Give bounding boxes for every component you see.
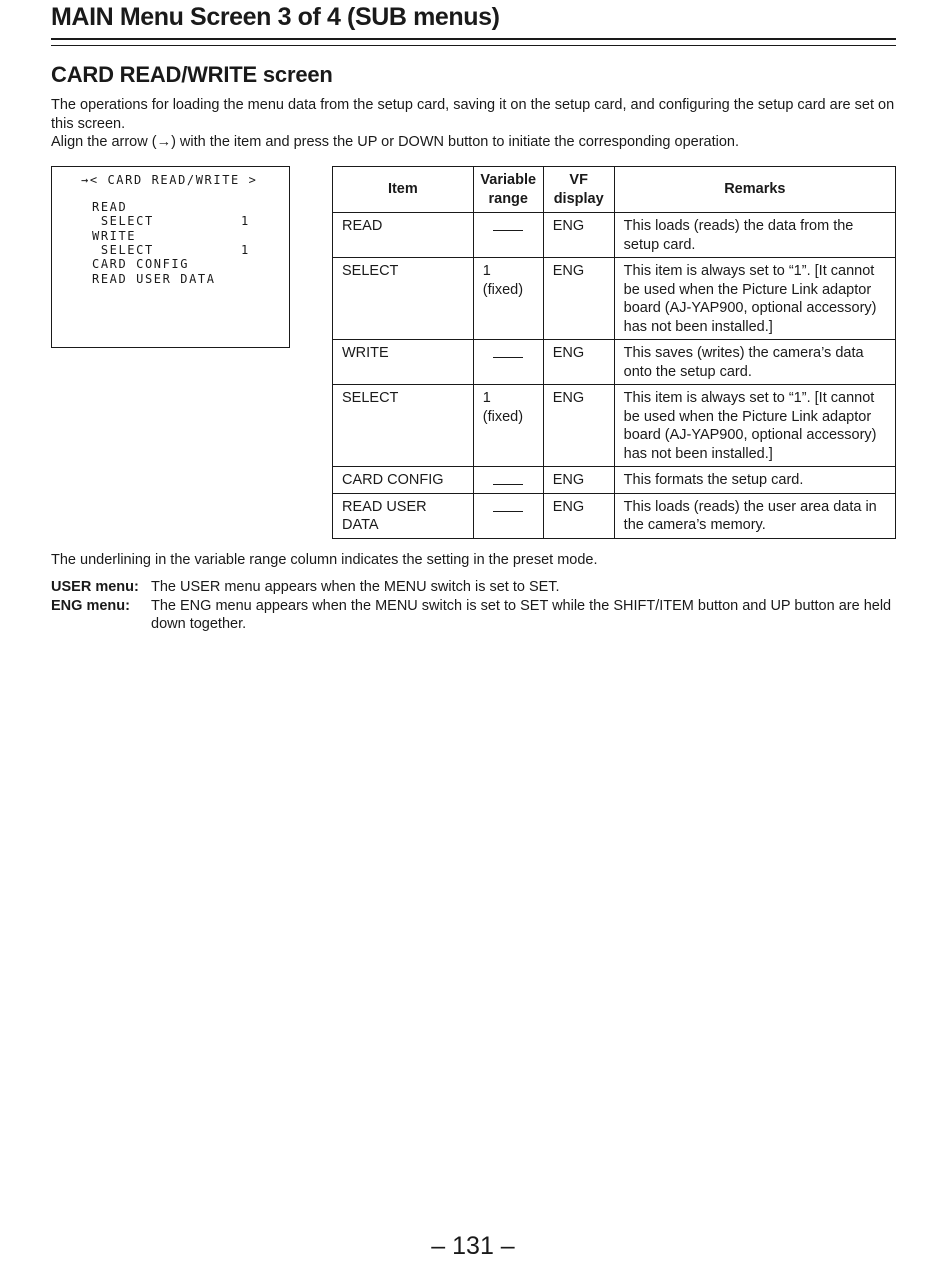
cell-item: SELECT: [333, 258, 474, 340]
range-dash: [493, 484, 523, 485]
menu-line-write-select: SELECT: [92, 243, 154, 257]
cell-vf: ENG: [543, 385, 614, 467]
range-value: 1: [482, 263, 491, 279]
cell-remarks: This saves (writes) the camera’s data onto the setup card.: [614, 340, 895, 385]
definition-term: ENG menu:: [51, 597, 130, 614]
table-row: [333, 385, 896, 467]
menu-screen-display: [51, 166, 290, 348]
cell-vf: ENG: [543, 493, 614, 538]
page-title: MAIN Menu Screen 3 of 4 (SUB menus): [51, 3, 500, 31]
definition-description: The USER menu appears when the MENU switch is set to SET.: [151, 579, 560, 595]
cell-vf: ENG: [543, 340, 614, 385]
table-row: [333, 258, 896, 340]
header-rule-thin: [51, 45, 896, 46]
definition-user-menu: [51, 578, 901, 597]
cell-item: CARD CONFIG: [333, 467, 474, 494]
cell-remarks: This formats the setup card.: [614, 467, 895, 494]
cell-range: [473, 467, 543, 494]
intro-paragraph-2: Align the arrow (→) with the item and press the UP or DOWN button to initiate the corresponding operation.: [51, 134, 740, 150]
cell-remarks: This item is always set to “1”. [It cannot be used when the Picture Link adaptor board (AJ-YAP900, optional accessory) has not been installed.]: [614, 385, 895, 467]
menu-value-read-select: 1: [241, 214, 249, 228]
header-variable-range: [473, 167, 543, 213]
cell-range: [473, 493, 543, 538]
intro-paragraph-1: The operations for loading the menu data from the setup card, saving it on the setup card, and configuring the setup card are set on this screen.: [51, 97, 895, 132]
cell-vf: ENG: [543, 213, 614, 258]
header-vf-display: [543, 167, 614, 213]
menu-items-table: [332, 166, 896, 539]
cell-item: READ USER DATA: [333, 493, 474, 538]
header-rule-thick: [51, 38, 896, 40]
header-vf-display-line2: display: [553, 190, 604, 207]
header-vf-display-line1: VF: [569, 172, 588, 188]
intro-text: [51, 96, 901, 152]
definition-description: The ENG menu appears when the MENU switch is set to SET while the SHIFT/ITEM button and UP button are held down together.: [151, 597, 892, 632]
cell-range: [473, 385, 543, 467]
range-note: (fixed): [482, 281, 524, 298]
header-variable-range-line2: range: [488, 190, 528, 207]
range-dash: [493, 357, 523, 358]
menu-value-write-select: 1: [241, 243, 249, 257]
cell-remarks: This loads (reads) the user area data in the camera’s memory.: [614, 493, 895, 538]
definition-eng-menu: [51, 597, 901, 634]
header-item: Item: [333, 167, 474, 213]
cell-remarks: This item is always set to “1”. [It cannot be used when the Picture Link adaptor board (AJ-YAP900, optional accessory) has not been installed.]: [614, 258, 895, 340]
menu-line-read: READ: [92, 200, 128, 214]
table-row: [333, 493, 896, 538]
cell-item: READ: [333, 213, 474, 258]
cell-item: WRITE: [333, 340, 474, 385]
menu-line-read-select: SELECT: [92, 214, 154, 228]
range-dash: [493, 511, 523, 512]
definition-term: USER menu:: [51, 579, 139, 595]
range-dash: [493, 230, 523, 231]
table-row: [333, 340, 896, 385]
menu-definitions: [51, 578, 901, 634]
menu-line-card-config: CARD CONFIG: [92, 257, 190, 271]
range-value: 1: [482, 390, 491, 406]
section-title: CARD READ/WRITE screen: [51, 62, 333, 87]
page-number: – 131 –: [431, 1232, 515, 1260]
underline-note: The underlining in the variable range column indicates the setting in the preset mode.: [51, 552, 598, 568]
menu-line-write: WRITE: [92, 229, 137, 243]
cell-remarks: This loads (reads) the data from the setup card.: [614, 213, 895, 258]
menu-line-read-user-data: READ USER DATA: [92, 272, 216, 286]
range-note: (fixed): [482, 408, 524, 425]
cell-item: SELECT: [333, 385, 474, 467]
menu-screen-title: →< CARD READ/WRITE >: [81, 173, 258, 187]
header-remarks: Remarks: [614, 167, 895, 213]
cell-range: [473, 258, 543, 340]
table-header-row: [333, 167, 896, 213]
table-row: [333, 213, 896, 258]
table-row: [333, 467, 896, 494]
header-variable-range-line1: Variable: [480, 172, 537, 188]
cell-vf: ENG: [543, 258, 614, 340]
cell-range: [473, 213, 543, 258]
cell-vf: ENG: [543, 467, 614, 494]
cell-range: [473, 340, 543, 385]
